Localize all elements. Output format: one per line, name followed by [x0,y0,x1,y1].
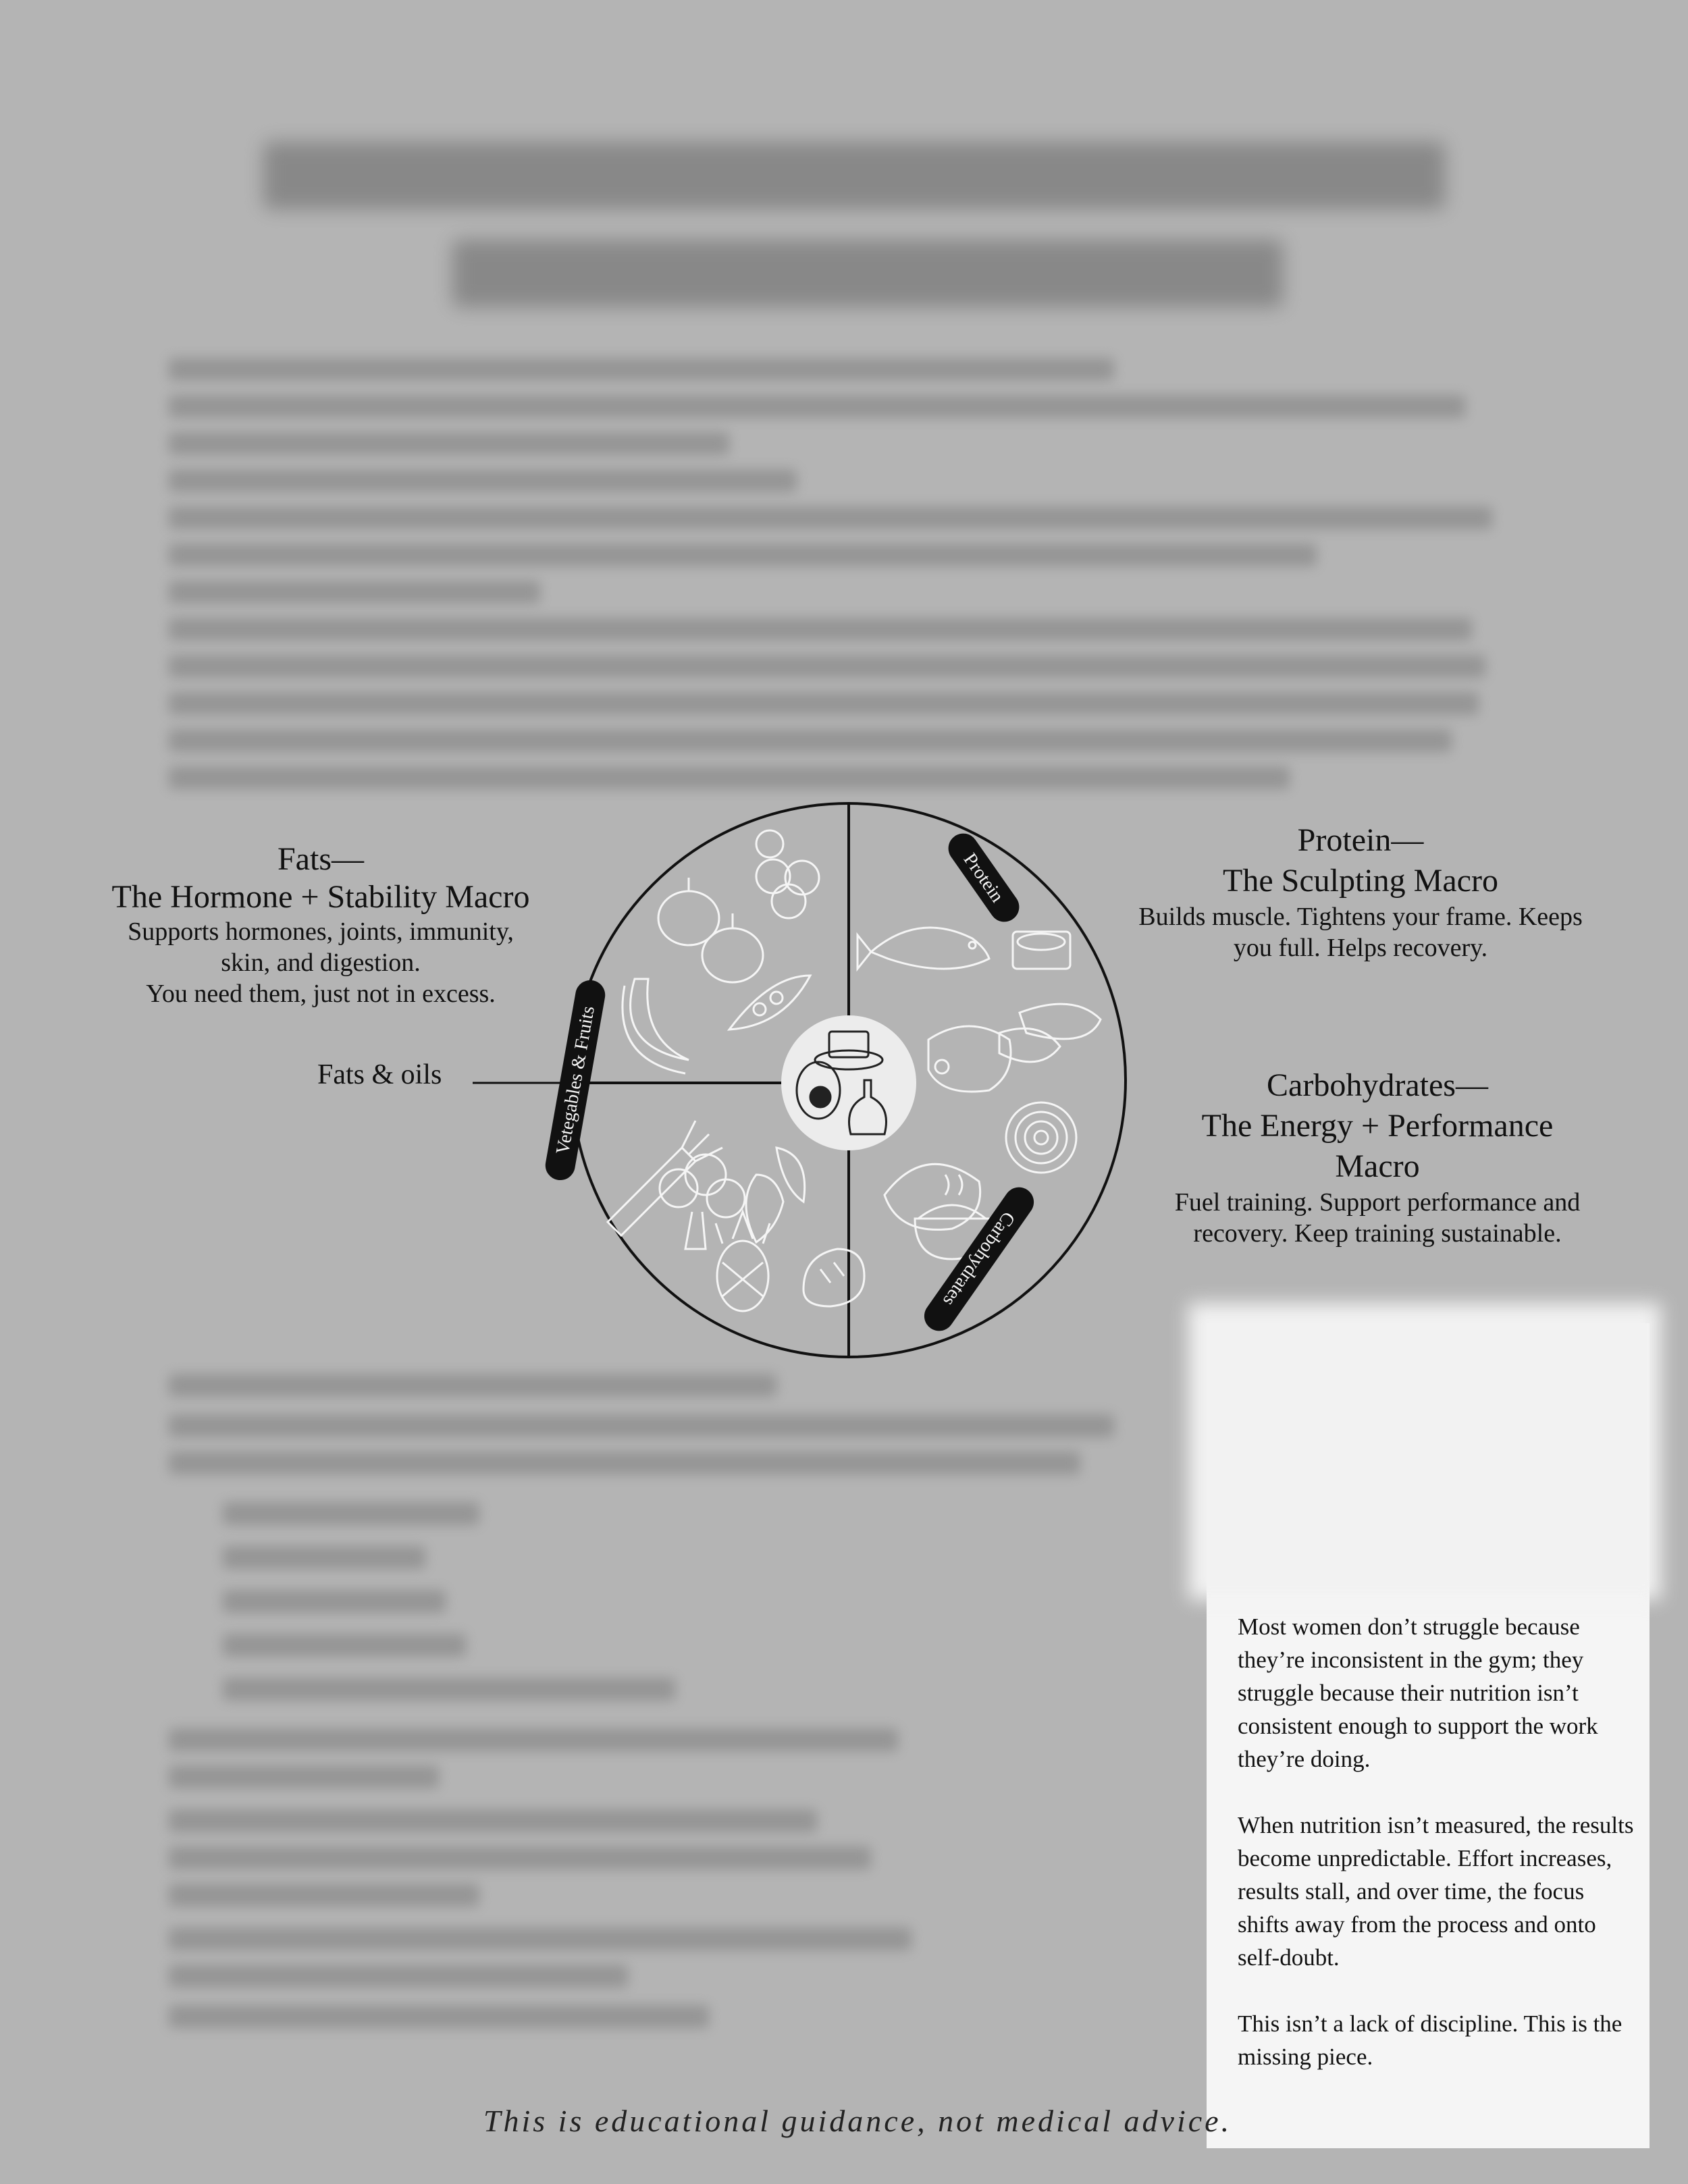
fats-desc-line-3: You need them, just not in excess. [146,980,496,1008]
pasta-icon [1006,1102,1076,1173]
note-paragraph-3: This isn’t a lack of discipline. This is the missing piece. [1238,2010,1623,2070]
fats-title: Fats— [277,841,364,877]
berries-icon [756,830,819,918]
protein-title: Protein— [1297,822,1424,858]
carbs-subtitle-line-1: The Energy + Performance [1201,1108,1554,1144]
carbs-desc-line-2: recovery. Keep training sustainable. [1193,1219,1562,1248]
peapod-icon [729,976,810,1030]
fats-oils-label: Fats & oils [317,1059,442,1090]
carbs-desc-line-1: Fuel training. Support performance and [1174,1188,1581,1217]
vegetables-fruits-label: Vetegables & Fruits [552,1004,600,1156]
protein-desc-line-2: you full. Helps recovery. [1233,934,1488,962]
note-card-blurred-header [1188,1303,1661,1600]
onion-icon [658,878,763,982]
carbs-title: Carbohydrates— [1267,1067,1488,1103]
bread-icon [803,1249,864,1306]
note-paragraph-2: When nutrition isn’t measured, the results become unpredictable. Effort increases, results stall, and over time, the focus shifts away from the process and onto self-doubt. [1238,1812,1634,1971]
pineapple-icon [716,1212,770,1311]
protein-desc-line-1: Builds muscle. Tightens your frame. Keeps [1138,903,1583,931]
fish-icon [858,928,989,969]
fats-desc-line-1: Supports hormones, joints, immunity, [128,917,514,946]
banana-icon [623,979,689,1073]
broccoli-icon [660,1154,745,1249]
vegetables-fruits-pill [543,978,607,1182]
carbohydrates-label: Carbohydrates [939,1207,1020,1310]
fats-subtitle: The Hormone + Stability Macro [111,879,530,915]
fats-desc-line-2: skin, and digestion. [221,949,421,977]
lettuce-icon [746,1148,805,1242]
note-paragraph-1: Most women don’t struggle because they’re inconsistent in the gym; they struggle because their nutrition isn’t consistent enough to support the work they’re doing. [1238,1614,1598,1772]
steak-icon [999,1004,1101,1062]
note-card-text [1238,1610,1636,2106]
protein-label: Protein [959,849,1008,907]
protein-subtitle: The Sculpting Macro [1223,863,1498,899]
protein-pill [943,828,1025,928]
fats-oils-center-circle [781,1015,916,1150]
carbs-subtitle-line-2: Macro [1335,1148,1420,1184]
tofu-icon [1013,932,1070,969]
carrot-icon [608,1121,722,1235]
sweet-potato-icon [885,1164,980,1229]
disclaimer: This is educational guidance, not medical advice. [483,2104,1232,2138]
